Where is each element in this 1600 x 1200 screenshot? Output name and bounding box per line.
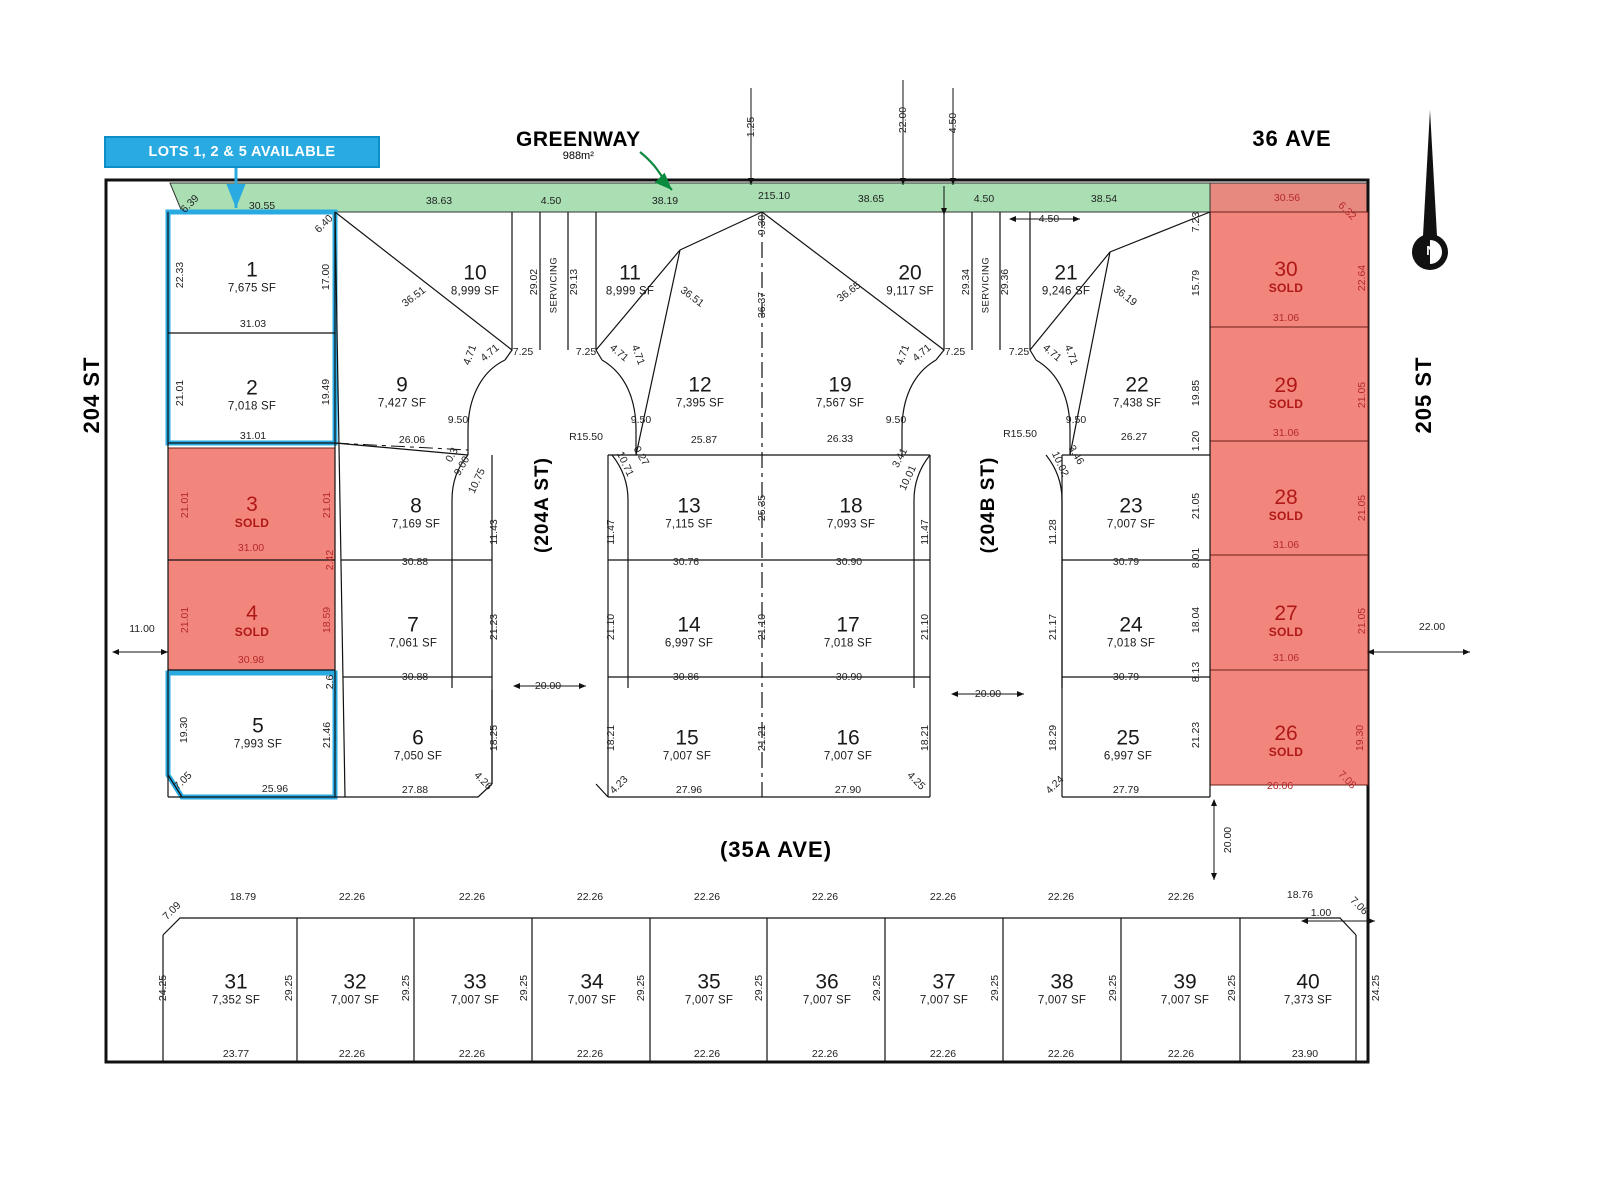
dimension-label: 11.28 bbox=[1047, 519, 1059, 545]
lot-number: 30 bbox=[1274, 258, 1298, 282]
dimension-label: 22.26 bbox=[811, 891, 839, 903]
lot-25[interactable] bbox=[1104, 726, 1152, 763]
dimension-label: 4.71 bbox=[1040, 341, 1064, 365]
dimension-label: 27.96 bbox=[675, 784, 703, 796]
dimension-label: 4.71 bbox=[628, 343, 648, 367]
dimension-label: 1.20 bbox=[1190, 430, 1202, 452]
dimension-label: 29.13 bbox=[568, 268, 580, 296]
lot-number: 29 bbox=[1274, 374, 1298, 398]
lot-area: 7,018 SF bbox=[823, 637, 873, 650]
lot-number: 6 bbox=[412, 726, 424, 750]
dimension-label: 9.50 bbox=[885, 414, 907, 426]
lot-10[interactable] bbox=[451, 261, 499, 298]
dimension-label: 4.71 bbox=[1061, 343, 1081, 367]
lot-area: 7,007 SF bbox=[1037, 994, 1087, 1007]
dimension-label: 10.71 bbox=[614, 449, 636, 479]
lot-36[interactable] bbox=[803, 970, 851, 1007]
dimension-label: 15.79 bbox=[1190, 269, 1202, 297]
lot-number: 14 bbox=[677, 613, 701, 637]
lot-8[interactable] bbox=[392, 494, 440, 531]
dimension-label: 29.25 bbox=[635, 974, 647, 1002]
dimension-label: 22.26 bbox=[458, 891, 486, 903]
lot-number: 18 bbox=[839, 494, 863, 518]
dimension-label: 3.46 bbox=[1065, 443, 1087, 467]
dimension-label: 7.25 bbox=[1008, 346, 1030, 358]
lot-5[interactable] bbox=[234, 714, 282, 751]
dimension-label: 30.86 bbox=[672, 671, 700, 683]
lot-area: 7,018 SF bbox=[227, 400, 277, 413]
lot-number: 8 bbox=[410, 494, 422, 518]
dimension-label: 31.06 bbox=[1272, 539, 1300, 551]
dimension-label: 21.05 bbox=[1356, 381, 1368, 409]
dimension-label: 20.00 bbox=[1222, 826, 1234, 854]
lot-40[interactable] bbox=[1284, 970, 1332, 1007]
lot-33[interactable] bbox=[451, 970, 499, 1007]
lot-area: 7,567 SF bbox=[815, 397, 865, 410]
dimension-label: 0.27 bbox=[630, 444, 652, 468]
dimension-label: 27.79 bbox=[1112, 784, 1140, 796]
dimension-label: 18.59 bbox=[321, 606, 333, 634]
dimension-label: 22.00 bbox=[1418, 621, 1446, 633]
street-label-204a-st: (204A ST) bbox=[532, 457, 553, 553]
dimension-label: 22.00 bbox=[897, 106, 909, 134]
dimension-label: 18.25 bbox=[488, 724, 500, 752]
dimension-label: 4.71 bbox=[893, 343, 913, 367]
lot-area: 8,999 SF bbox=[605, 285, 655, 298]
dimension-label: 27.90 bbox=[834, 784, 862, 796]
dimension-label: 27.88 bbox=[401, 784, 429, 796]
lot-number: 36 bbox=[815, 970, 839, 994]
dimension-label: R15.50 bbox=[1003, 428, 1037, 440]
dimension-label: 22.26 bbox=[1047, 891, 1075, 903]
lot-17[interactable] bbox=[824, 613, 872, 650]
dimension-label: 18.29 bbox=[1047, 724, 1059, 752]
dimension-label: 7.25 bbox=[575, 346, 597, 358]
lot-area: 7,093 SF bbox=[826, 518, 876, 531]
dimension-label: 22.33 bbox=[174, 261, 186, 289]
dimension-label: 21.10 bbox=[919, 613, 931, 641]
dimension-label: 30.98 bbox=[237, 654, 265, 666]
servicing-label-right: SERVICING bbox=[980, 256, 992, 314]
dimension-label: 10.75 bbox=[466, 466, 488, 496]
dimension-label: 23.77 bbox=[222, 1048, 250, 1060]
status-badge: SOLD bbox=[1268, 625, 1304, 640]
lot-area: 7,352 SF bbox=[211, 994, 261, 1007]
dimension-label: 20.00 bbox=[974, 688, 1002, 700]
dimension-label: 30.55 bbox=[248, 200, 276, 212]
dimension-label: 7.09 bbox=[160, 899, 184, 923]
dimension-label: 2.42 bbox=[324, 549, 336, 571]
lot-11[interactable] bbox=[606, 261, 654, 298]
dimension-label: 9.50 bbox=[630, 414, 652, 426]
dimension-label: 30.88 bbox=[401, 556, 429, 568]
lot-3[interactable] bbox=[235, 493, 270, 531]
lot-number: 11 bbox=[619, 261, 641, 285]
lot-area: 6,997 SF bbox=[1103, 750, 1153, 763]
dimension-label: 29.02 bbox=[528, 268, 540, 296]
dimension-label: 7.08 bbox=[1335, 768, 1359, 792]
dimension-label: 4.71 bbox=[478, 341, 502, 365]
dimension-label: 22.64 bbox=[1356, 264, 1368, 292]
dimension-label: 30.79 bbox=[1112, 671, 1140, 683]
street-label-36-ave: 36 AVE bbox=[1252, 126, 1332, 151]
dimension-label: 4.71 bbox=[910, 341, 934, 365]
dimension-label: 21.23 bbox=[488, 613, 500, 641]
lot-number: 25 bbox=[1116, 726, 1140, 750]
dimension-label: 4.24 bbox=[1043, 773, 1067, 797]
dimension-label: 21.05 bbox=[1356, 494, 1368, 522]
lot-number: 12 bbox=[688, 373, 712, 397]
lot-number: 39 bbox=[1173, 970, 1197, 994]
dimension-label: 22.26 bbox=[693, 1048, 721, 1060]
dimension-label: 36.51 bbox=[399, 284, 429, 310]
lot-area: 7,427 SF bbox=[377, 397, 427, 410]
dimension-label: 19.30 bbox=[1354, 724, 1366, 752]
status-badge: SOLD bbox=[1268, 509, 1304, 524]
dimension-label: 38.63 bbox=[425, 195, 453, 207]
lot-area: 7,373 SF bbox=[1283, 994, 1333, 1007]
dimension-label: 22.26 bbox=[338, 891, 366, 903]
dimension-label: 24.25 bbox=[157, 974, 169, 1002]
dimension-label: 22.26 bbox=[458, 1048, 486, 1060]
dimension-label: 22.26 bbox=[929, 891, 957, 903]
lot-number: 9 bbox=[396, 373, 408, 397]
dimension-label: 31.01 bbox=[239, 430, 267, 442]
dimension-label: 19.85 bbox=[1190, 379, 1202, 407]
street-label-204-st: 204 ST bbox=[79, 356, 104, 434]
lot-14[interactable] bbox=[665, 613, 713, 650]
lot-number: 32 bbox=[343, 970, 367, 994]
dimension-label: 4.50 bbox=[540, 195, 562, 207]
dimension-label: 22.26 bbox=[338, 1048, 366, 1060]
status-badge: SOLD bbox=[1268, 745, 1304, 760]
dimension-label: 29.25 bbox=[518, 974, 530, 1002]
lot-number: 26 bbox=[1274, 722, 1298, 746]
dimension-label: 22.26 bbox=[693, 891, 721, 903]
dimension-label: 9.50 bbox=[447, 414, 469, 426]
lot-number: 40 bbox=[1296, 970, 1320, 994]
lot-39[interactable] bbox=[1161, 970, 1209, 1007]
dimension-label: 22.26 bbox=[576, 891, 604, 903]
lots-available-banner[interactable]: LOTS 1, 2 & 5 AVAILABLE bbox=[104, 136, 380, 168]
lot-number: 16 bbox=[836, 726, 860, 750]
dimension-label: 31.00 bbox=[237, 542, 265, 554]
status-badge: SOLD bbox=[234, 625, 270, 640]
dimension-label: 7.23 bbox=[1190, 211, 1202, 233]
dimension-label: 22.26 bbox=[1167, 891, 1195, 903]
lot-26[interactable] bbox=[1269, 722, 1304, 760]
lot-12[interactable] bbox=[676, 373, 724, 410]
lot-area: 9,117 SF bbox=[886, 285, 934, 298]
dimension-label: 9.00 bbox=[451, 454, 473, 478]
dimension-label: 7.06 bbox=[1347, 894, 1371, 918]
lot-number: 31 bbox=[224, 970, 248, 994]
lot-29[interactable] bbox=[1269, 374, 1304, 412]
dimension-label: 29.34 bbox=[960, 268, 972, 296]
servicing-label-left: SERVICING bbox=[548, 256, 560, 314]
dimension-label: 4.71 bbox=[607, 341, 631, 365]
dimension-label: 10.02 bbox=[1049, 449, 1071, 479]
lot-32[interactable] bbox=[331, 970, 379, 1007]
status-badge: SOLD bbox=[1268, 281, 1304, 296]
dimension-label: 9.30 bbox=[756, 214, 768, 236]
dimension-label: 7.05 bbox=[171, 769, 195, 793]
dimension-label: 36.37 bbox=[756, 291, 768, 319]
lot-area: 7,007 SF bbox=[1106, 518, 1156, 531]
dimension-label: 29.25 bbox=[753, 974, 765, 1002]
dimension-label: 38.54 bbox=[1090, 193, 1118, 205]
dimension-label: 31.06 bbox=[1272, 427, 1300, 439]
dimension-label: 26.27 bbox=[1120, 431, 1148, 443]
lot-number: 21 bbox=[1054, 261, 1078, 285]
lot-31[interactable] bbox=[212, 970, 260, 1007]
street-label-204b-st: (204B ST) bbox=[978, 456, 999, 554]
dimension-label: 30.79 bbox=[1112, 556, 1140, 568]
dimension-label: 29.25 bbox=[1107, 974, 1119, 1002]
lot-1[interactable] bbox=[228, 258, 276, 295]
dimension-label: 9.50 bbox=[1065, 414, 1087, 426]
lot-15[interactable] bbox=[663, 726, 711, 763]
lot-area: 7,018 SF bbox=[1106, 637, 1156, 650]
dimension-label: 21.17 bbox=[1047, 613, 1059, 641]
lot-18[interactable] bbox=[827, 494, 875, 531]
status-badge: SOLD bbox=[234, 516, 270, 531]
dimension-label: R15.50 bbox=[569, 431, 603, 443]
dimension-label: 21.01 bbox=[179, 491, 191, 519]
status-badge: SOLD bbox=[1268, 397, 1304, 412]
lot-30[interactable] bbox=[1269, 258, 1304, 296]
lot-16[interactable] bbox=[824, 726, 872, 763]
dimension-label: 22.26 bbox=[1047, 1048, 1075, 1060]
dimension-label: 4.50 bbox=[1038, 213, 1060, 225]
dimension-label: 26.06 bbox=[1266, 780, 1294, 792]
lot-area: 7,007 SF bbox=[919, 994, 969, 1007]
lot-number: 2 bbox=[246, 376, 258, 400]
lot-number: 34 bbox=[580, 970, 604, 994]
dimension-label: 31.06 bbox=[1272, 312, 1300, 324]
dimension-label: 29.36 bbox=[999, 268, 1011, 296]
dimension-label: 20.00 bbox=[534, 680, 562, 692]
lot-27[interactable] bbox=[1269, 602, 1304, 640]
lot-number: 24 bbox=[1119, 613, 1143, 637]
dimension-label: 26.33 bbox=[826, 433, 854, 445]
dimension-label: 21.10 bbox=[756, 613, 768, 641]
dimension-label: 19.49 bbox=[320, 378, 332, 406]
lot-number: 3 bbox=[246, 493, 258, 517]
dimension-label: 22.26 bbox=[811, 1048, 839, 1060]
lot-7[interactable] bbox=[389, 613, 437, 650]
lot-28[interactable] bbox=[1269, 486, 1304, 524]
dimension-label: 30.76 bbox=[672, 556, 700, 568]
lot-number: 38 bbox=[1050, 970, 1074, 994]
lot-number: 37 bbox=[932, 970, 956, 994]
lot-number: 1 bbox=[246, 258, 258, 282]
dimension-label: 7.25 bbox=[512, 346, 534, 358]
dimension-label: 6.39 bbox=[178, 192, 202, 216]
dimension-label: 0.3 bbox=[443, 445, 461, 465]
lot-6[interactable] bbox=[394, 726, 442, 763]
lot-number: 19 bbox=[828, 373, 852, 397]
lot-number: 15 bbox=[675, 726, 699, 750]
greenway-name: GREENWAY bbox=[516, 128, 641, 151]
lot-number: 10 bbox=[463, 261, 487, 285]
lot-area: 7,007 SF bbox=[802, 994, 852, 1007]
lot-area: 7,169 SF bbox=[391, 518, 441, 531]
lot-number: 28 bbox=[1274, 486, 1298, 510]
dimension-label: 30.90 bbox=[835, 671, 863, 683]
dimension-label: 17.00 bbox=[320, 263, 332, 291]
lot-22[interactable] bbox=[1113, 373, 1161, 410]
dimension-label: 31.06 bbox=[1272, 652, 1300, 664]
street-label-35a-ave: (35A AVE) bbox=[719, 837, 833, 862]
lot-34[interactable] bbox=[568, 970, 616, 1007]
dimension-label: 21.46 bbox=[321, 721, 333, 749]
lot-24[interactable] bbox=[1107, 613, 1155, 650]
dimension-label: 21.01 bbox=[174, 379, 186, 407]
dimension-label: 11.47 bbox=[919, 519, 931, 545]
dimension-label: 21.05 bbox=[1190, 492, 1202, 520]
dimension-label: 38.19 bbox=[651, 195, 679, 207]
lot-area: 7,007 SF bbox=[330, 994, 380, 1007]
greenway-area: 988m² bbox=[562, 150, 594, 162]
lot-4[interactable] bbox=[235, 602, 270, 640]
dimension-label: 29.25 bbox=[871, 974, 883, 1002]
dimension-label: 36.65 bbox=[834, 279, 864, 305]
dimension-label: 4.26 bbox=[471, 769, 495, 793]
dimension-label: 1.25 bbox=[745, 116, 757, 138]
dimension-label: 25.96 bbox=[261, 783, 289, 795]
dimension-label: 22.26 bbox=[929, 1048, 957, 1060]
dimension-label: 18.76 bbox=[1286, 889, 1314, 901]
lot-20[interactable] bbox=[886, 261, 933, 298]
greenway-label bbox=[516, 128, 641, 162]
dimension-label: 7.25 bbox=[944, 346, 966, 358]
dimension-label: 26.06 bbox=[398, 434, 426, 446]
lot-37[interactable] bbox=[920, 970, 968, 1007]
dimension-label: 21.21 bbox=[756, 724, 768, 752]
dimension-label: 4.50 bbox=[973, 193, 995, 205]
dimension-label: 11.43 bbox=[488, 519, 500, 545]
lot-number: 35 bbox=[697, 970, 721, 994]
dimension-label: 18.04 bbox=[1190, 606, 1202, 634]
lot-number: 27 bbox=[1274, 602, 1298, 626]
dimension-label: 18.79 bbox=[229, 891, 257, 903]
lot-number: 22 bbox=[1125, 373, 1149, 397]
compass-north-label: N bbox=[1426, 243, 1436, 258]
lot-area: 6,997 SF bbox=[664, 637, 714, 650]
dimension-label: 11.47 bbox=[605, 519, 617, 545]
dimension-label: 18.21 bbox=[605, 724, 617, 752]
lot-number: 13 bbox=[677, 494, 701, 518]
lot-area: 7,007 SF bbox=[567, 994, 617, 1007]
lot-area: 7,115 SF bbox=[665, 518, 713, 531]
dimension-label: 4.25 bbox=[904, 769, 928, 793]
dimension-label: 21.23 bbox=[1190, 721, 1202, 749]
dimension-label: 25.87 bbox=[690, 434, 718, 446]
lot-area: 7,438 SF bbox=[1112, 397, 1162, 410]
dimension-label: 31.03 bbox=[239, 318, 267, 330]
lot-area: 7,050 SF bbox=[393, 750, 443, 763]
dimension-label: 8.01 bbox=[1190, 547, 1202, 569]
dimension-label: 6.40 bbox=[312, 212, 336, 236]
street-label-205-st: 205 ST bbox=[1411, 356, 1436, 434]
lot-area: 8,999 SF bbox=[450, 285, 500, 298]
lot-35[interactable] bbox=[685, 970, 733, 1007]
lot-area: 7,061 SF bbox=[388, 637, 438, 650]
lot-2[interactable] bbox=[228, 376, 276, 413]
lot-9[interactable] bbox=[378, 373, 426, 410]
dimension-label: 11.00 bbox=[129, 623, 155, 635]
lot-number: 17 bbox=[836, 613, 860, 637]
lot-number: 4 bbox=[246, 602, 258, 626]
dimension-label: 29.25 bbox=[1226, 974, 1238, 1002]
lot-area: 7,993 SF bbox=[233, 738, 283, 751]
lot-area: 7,007 SF bbox=[1160, 994, 1210, 1007]
dimension-label: 2.6 bbox=[324, 674, 336, 690]
dimension-label: 36.51 bbox=[677, 284, 707, 310]
lot-number: 7 bbox=[407, 613, 419, 637]
lot-number: 20 bbox=[898, 261, 922, 285]
dimension-label: 29.25 bbox=[989, 974, 1001, 1002]
dimension-label: 6.32 bbox=[1335, 199, 1359, 223]
dimension-label: 18.21 bbox=[919, 724, 931, 752]
lot-19[interactable] bbox=[816, 373, 864, 410]
dimension-label: 21.10 bbox=[605, 613, 617, 641]
dimension-label: 21.01 bbox=[179, 606, 191, 634]
dimension-label: 19.30 bbox=[178, 716, 190, 744]
dimension-label: 29.25 bbox=[400, 974, 412, 1002]
dimension-label: 25.35 bbox=[756, 494, 768, 522]
dimension-label: 22.26 bbox=[576, 1048, 604, 1060]
dimension-label: 4.71 bbox=[460, 343, 480, 367]
dimension-label: 22.26 bbox=[1167, 1048, 1195, 1060]
lot-area: 9,246 SF bbox=[1041, 285, 1091, 298]
lot-area: 7,007 SF bbox=[662, 750, 712, 763]
lot-area: 7,007 SF bbox=[684, 994, 734, 1007]
lot-number: 5 bbox=[252, 714, 264, 738]
dimension-label: 4.23 bbox=[607, 773, 631, 797]
lot-area: 7,675 SF bbox=[227, 282, 277, 295]
dimension-label: 38.65 bbox=[857, 193, 885, 205]
dimension-label: 30.56 bbox=[1273, 192, 1301, 204]
lot-21[interactable] bbox=[1042, 261, 1090, 298]
dimension-label: 21.01 bbox=[321, 491, 333, 519]
lot-number: 23 bbox=[1119, 494, 1143, 518]
dimension-label: 1.00 bbox=[1310, 907, 1332, 919]
dimension-label: 4.50 bbox=[947, 112, 959, 134]
dimension-label: 21.05 bbox=[1356, 607, 1368, 635]
lot-38[interactable] bbox=[1038, 970, 1086, 1007]
lot-area: 7,395 SF bbox=[675, 397, 725, 410]
dimension-label: 3.41 bbox=[889, 446, 911, 470]
dimension-label: 36.19 bbox=[1110, 283, 1140, 309]
dimension-label: 23.90 bbox=[1291, 1048, 1319, 1060]
lot-area: 7,007 SF bbox=[823, 750, 873, 763]
dimension-label: 10.01 bbox=[897, 463, 919, 493]
dimension-label: 24.25 bbox=[1370, 974, 1382, 1002]
lot-area: 7,007 SF bbox=[450, 994, 500, 1007]
lot-number: 33 bbox=[463, 970, 487, 994]
dimension-label: 8.13 bbox=[1190, 661, 1202, 683]
dimension-label: 215.10 bbox=[757, 190, 791, 202]
dimension-label: 30.88 bbox=[401, 671, 429, 683]
lot-13[interactable] bbox=[665, 494, 712, 531]
lot-23[interactable] bbox=[1107, 494, 1155, 531]
dimension-label: 29.25 bbox=[283, 974, 295, 1002]
dimension-label: 30.90 bbox=[835, 556, 863, 568]
